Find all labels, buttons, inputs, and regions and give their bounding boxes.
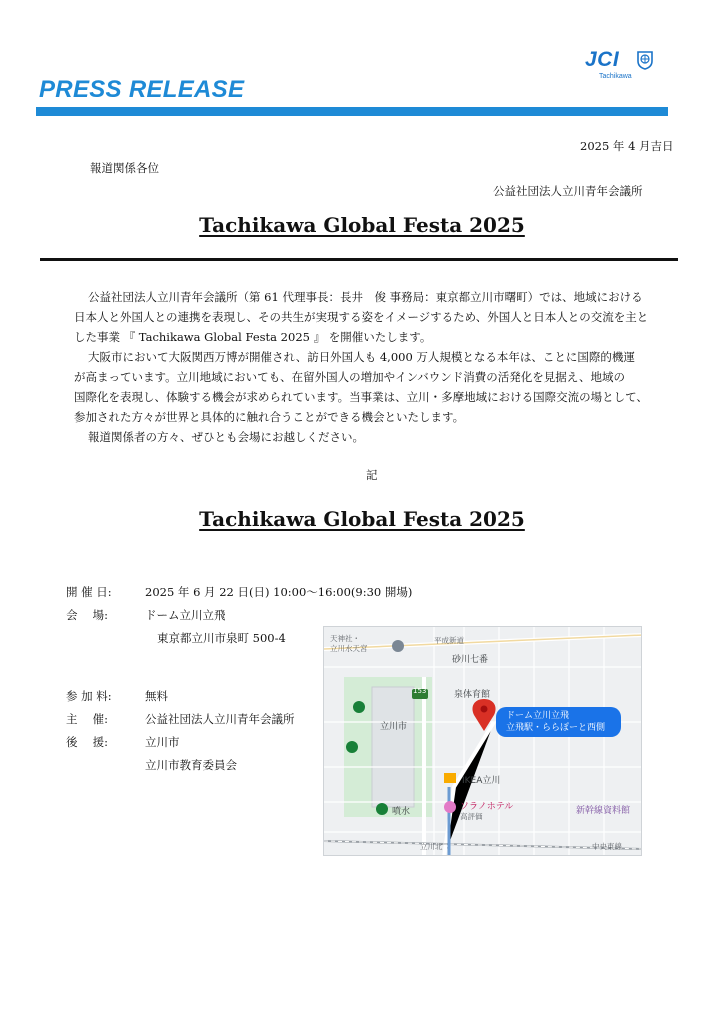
logo-text: JCI	[585, 48, 620, 71]
map-label-hotel-sub: 高評価	[460, 812, 483, 821]
map-label-shrine: 天神社・	[330, 634, 360, 643]
divider	[40, 258, 678, 261]
map-label-tachikawa-kita: 立川北	[420, 842, 443, 851]
body-line: が高まっています。立川地域においても、在留外国人の増加やインバウンド消費の活発化を見据え、地域の	[74, 370, 625, 384]
map-label-chuo: 中央東線	[592, 842, 622, 851]
map-label-gym: 泉体育館	[454, 690, 491, 700]
map-label-ikea: IKEA立川	[462, 776, 501, 786]
ki-mark: 記	[366, 468, 378, 482]
globe-icon	[636, 50, 654, 70]
body-line: 大阪市において大阪関西万博が開催され、訪日外国人も 4,000 万人規模となる本年は、ことに国際的機運	[88, 350, 635, 364]
sender: 公益社団法人立川青年会議所	[493, 184, 643, 198]
body-text	[74, 287, 694, 447]
venue-map[interactable]	[323, 626, 642, 856]
header-bar	[36, 107, 668, 116]
venue-callout[interactable]	[496, 707, 621, 737]
release-date: 2025 年 4 月吉日	[580, 139, 674, 153]
map-label-heijo: 平成新道	[434, 636, 464, 645]
addressee: 報道関係各位	[90, 161, 159, 175]
body-line: 国際化を表現し、体験する機会が求められています。当事業は、立川・多摩地域における国際交流の場として、	[74, 390, 648, 404]
callout-line-2: 立飛駅・ららぽーと西側	[506, 723, 606, 733]
body-line: 報道関係者の方々、ぜひとも会場にお越しください。	[88, 430, 364, 444]
body-line: 日本人と外国人との連携を表現し、その共生が実現する姿をイメージするため、外国人と日本人との交流を主と	[74, 310, 649, 324]
jci-logo	[585, 48, 665, 86]
callout-line-1: ドーム立川立飛	[506, 711, 570, 721]
support-value-2: 立川市教育委員会	[145, 758, 237, 772]
venue-name: ドーム立川立飛	[145, 608, 226, 622]
fee-value: 無料	[145, 689, 168, 703]
host-label: 主 催:	[66, 712, 109, 726]
map-label-route: 153	[413, 687, 427, 695]
support-label: 後 援:	[66, 735, 109, 749]
map-label-funsui: 噴水	[392, 807, 411, 817]
map-label-shinkansen: 新幹線資料館	[576, 806, 631, 816]
host-value: 公益社団法人立川青年会議所	[145, 712, 295, 726]
body-line: した事業 『 Tachikawa Global Festa 2025 』 を開催いたします。	[74, 330, 432, 344]
press-release-heading: PRESS RELEASE	[39, 76, 245, 103]
event-title-2: Tachikawa Global Festa 2025	[199, 507, 525, 531]
map-label-sunagawa: 砂川七番	[452, 655, 489, 665]
map-label-shrine2: 立川水天宮	[330, 644, 368, 653]
body-line: 参加された方々が世界と具体的に触れ合うことができる機会といたします。	[74, 410, 465, 424]
logo-subtitle: Tachikawa	[599, 73, 632, 80]
fee-label: 参 加 料:	[66, 689, 112, 703]
date-label: 開 催 日:	[66, 585, 112, 599]
venue-address: 東京都立川市泉町 500-4	[157, 631, 286, 645]
support-value-1: 立川市	[145, 735, 180, 749]
body-line: 公益社団法人立川青年会議所（第 61 代理事長：長井 俊 事務局：東京都立川市曙町）では、地域における	[88, 290, 643, 304]
venue-label: 会 場:	[66, 608, 109, 622]
event-title: Tachikawa Global Festa 2025	[199, 213, 525, 237]
date-value: 2025 年 6 月 22 日(日) 10:00～16:00(9:30 開場)	[145, 585, 413, 599]
map-label-hotel: ソラノホテル	[460, 802, 514, 812]
map-label-city: 立川市	[380, 722, 408, 732]
